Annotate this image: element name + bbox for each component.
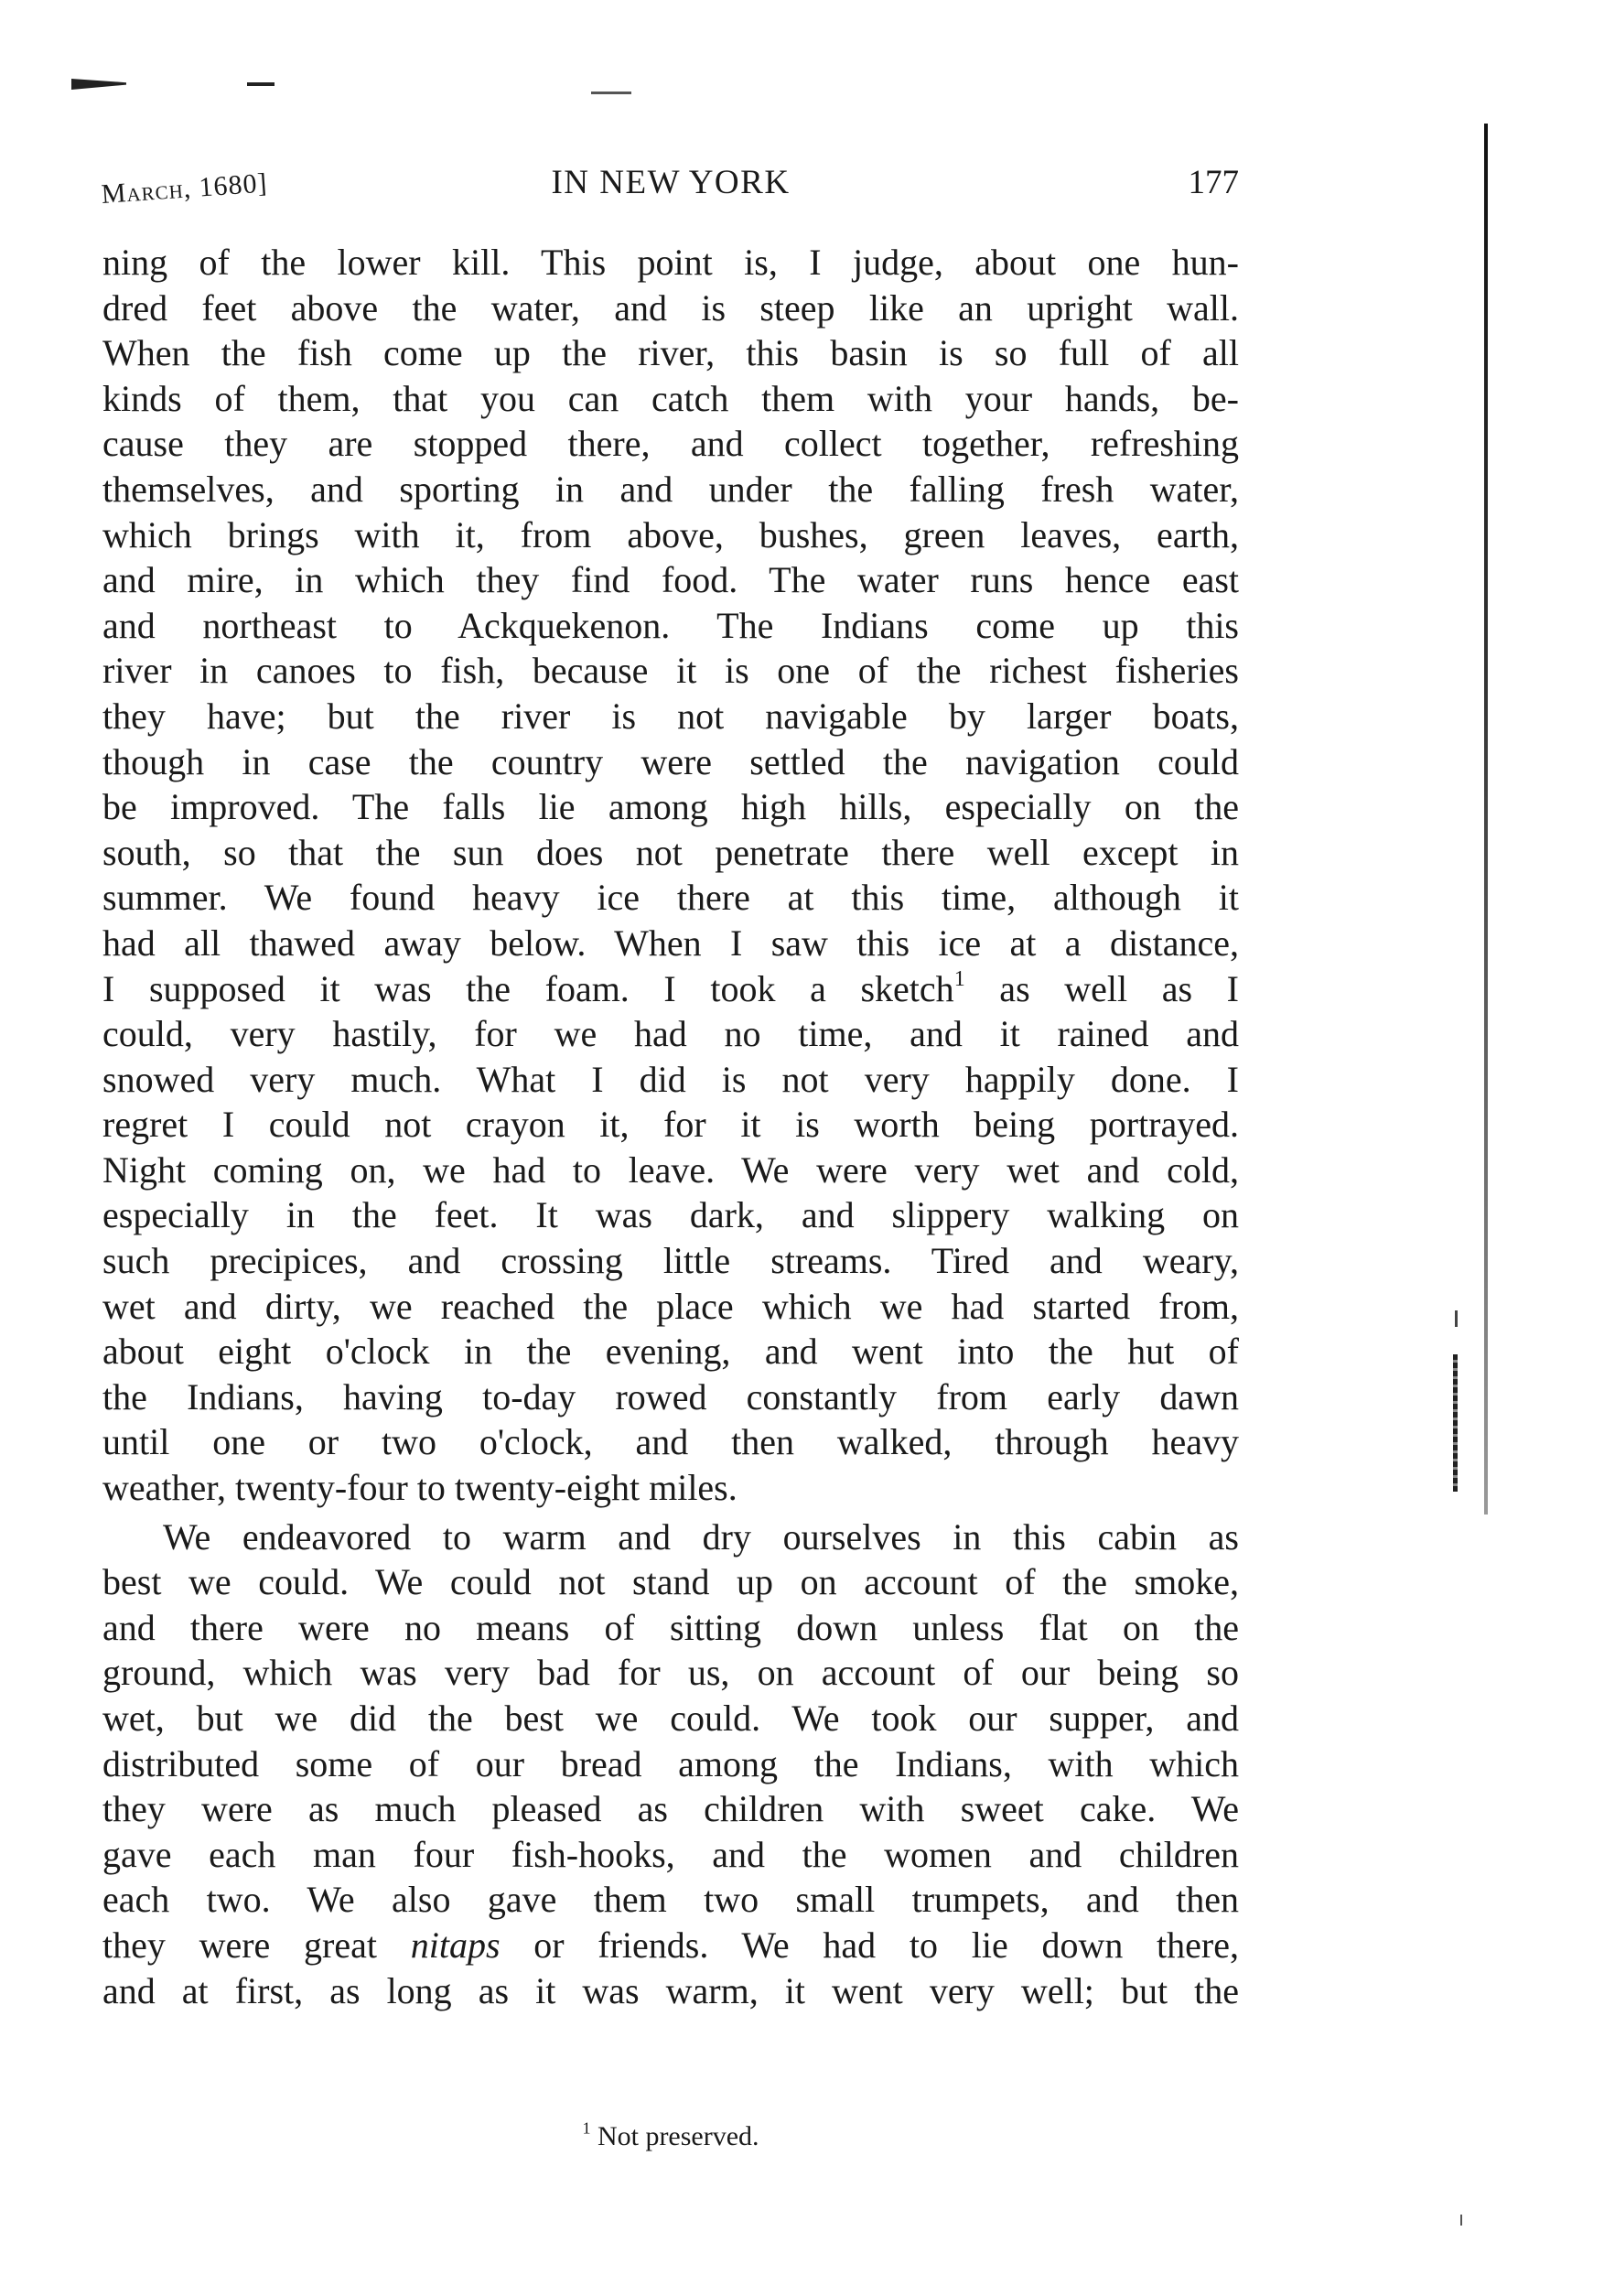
text-line: each two. We also gave them two small trumpets, and then: [102, 1879, 1239, 1921]
line-text: they were great: [102, 1924, 377, 1966]
text-line: south, so that the sun does not penetrate there well except in: [102, 831, 1239, 873]
scan-mark: [591, 92, 631, 94]
text-line: could, very hastily, for we had no time, and it rained and: [102, 1013, 1239, 1055]
text-line: and at first, as long as it was warm, it went very well; but the: [102, 1969, 1239, 2011]
footnote-marker: 1: [582, 2118, 591, 2138]
scan-mark: [1460, 2215, 1462, 2226]
text-line-with-italic: [102, 1923, 1239, 1968]
running-date: March, 1680]: [100, 167, 269, 210]
text-line: gave each man four fish-hooks, and the women and children: [102, 1833, 1239, 1875]
text-line: river in canoes to fish, because it is one of the richest fisheries: [102, 650, 1239, 692]
scan-mark: [1453, 1354, 1458, 1492]
page-edge-shadow: [1484, 124, 1488, 1514]
line-text: or friends. We had to lie down there,: [500, 1924, 1239, 1966]
text-line: summer. We found heavy ice there at this time, although it: [102, 877, 1239, 919]
scan-mark: [1455, 1310, 1458, 1327]
text-line: kinds of them, that you can catch them with your hands, be-: [102, 377, 1239, 419]
running-title: IN NEW YORK: [551, 164, 791, 201]
text-line: they were as much pleased as children with sweet cake. We: [102, 1788, 1239, 1830]
line-text: as well as I: [964, 967, 1239, 1009]
text-line: ning of the lower kill. This point is, I judge, about one hun-: [102, 242, 1239, 283]
footnote: [102, 2118, 1239, 2152]
text-line-with-footnote: [102, 966, 1239, 1012]
scan-mark: [247, 82, 275, 86]
scan-mark: [71, 79, 126, 90]
text-line: though in case the country were settled the navigation could: [102, 740, 1239, 782]
text-line: such precipices, and crossing little streams. Tired and weary,: [102, 1240, 1239, 1282]
text-line: regret I could not crayon it, for it is worth being portrayed.: [102, 1104, 1239, 1146]
text-line: and there were no means of sitting down unless flat on the: [102, 1606, 1239, 1648]
text-line: dred feet above the water, and is steep like an upright wall.: [102, 286, 1239, 329]
text-line: they have; but the river is not navigable by larger boats,: [102, 695, 1239, 737]
text-line: distributed some of our bread among the Indians, with which: [102, 1742, 1239, 1784]
text-line: be improved. The falls lie among high hills, especially on the: [102, 786, 1239, 828]
paragraph: [102, 1514, 1239, 2014]
text-line: best we could. We could not stand up on account of the smoke,: [102, 1561, 1239, 1603]
text-line: wet and dirty, we reached the place which we had started from,: [102, 1285, 1239, 1327]
italic-word: nitaps: [410, 1924, 501, 1966]
text-line: We endeavored to warm and dry ourselves in this cabin as: [163, 1515, 1239, 1558]
text-line: until one or two o'clock, and then walked, through heavy: [102, 1421, 1239, 1463]
footnote-reference: 1: [953, 966, 965, 991]
text-line: had all thawed away below. When I saw this ice at a distance,: [102, 922, 1239, 964]
text-line: cause they are stopped there, and collect together, refreshing: [102, 423, 1239, 465]
text-line: about eight o'clock in the evening, and went into the hut of: [102, 1331, 1239, 1373]
text-line: snowed very much. What I did is not very happily done. I: [102, 1058, 1239, 1100]
text-line: When the fish come up the river, this basin is so full of all: [102, 332, 1239, 374]
page-number: 177: [1188, 164, 1239, 201]
text-line: ground, which was very bad for us, on account of our being so: [102, 1652, 1239, 1694]
text-line: and mire, in which they find food. The water runs hence east: [102, 559, 1239, 601]
paragraph: [102, 240, 1239, 1511]
text-line: themselves, and sporting in and under the falling fresh water,: [102, 468, 1239, 510]
text-line: and northeast to Ackquekenon. The Indians come up this: [102, 604, 1239, 646]
text-line: which brings with it, from above, bushes, green leaves, earth,: [102, 513, 1239, 555]
text-line: especially in the feet. It was dark, and slippery walking on: [102, 1194, 1239, 1236]
footnote-text: Not preserved.: [590, 2121, 759, 2151]
line-text: I supposed it was the foam. I took a sketch: [102, 967, 954, 1009]
text-line: weather, twenty-four to twenty-eight miles.: [102, 1467, 737, 1509]
text-line: wet, but we did the best we could. We took our supper, and: [102, 1698, 1239, 1739]
text-line: Night coming on, we had to leave. We were very wet and cold,: [102, 1148, 1239, 1191]
text-line: the Indians, having to-day rowed constantly from early dawn: [102, 1375, 1239, 1417]
running-header: [102, 163, 1239, 218]
body-text: [102, 240, 1239, 2013]
